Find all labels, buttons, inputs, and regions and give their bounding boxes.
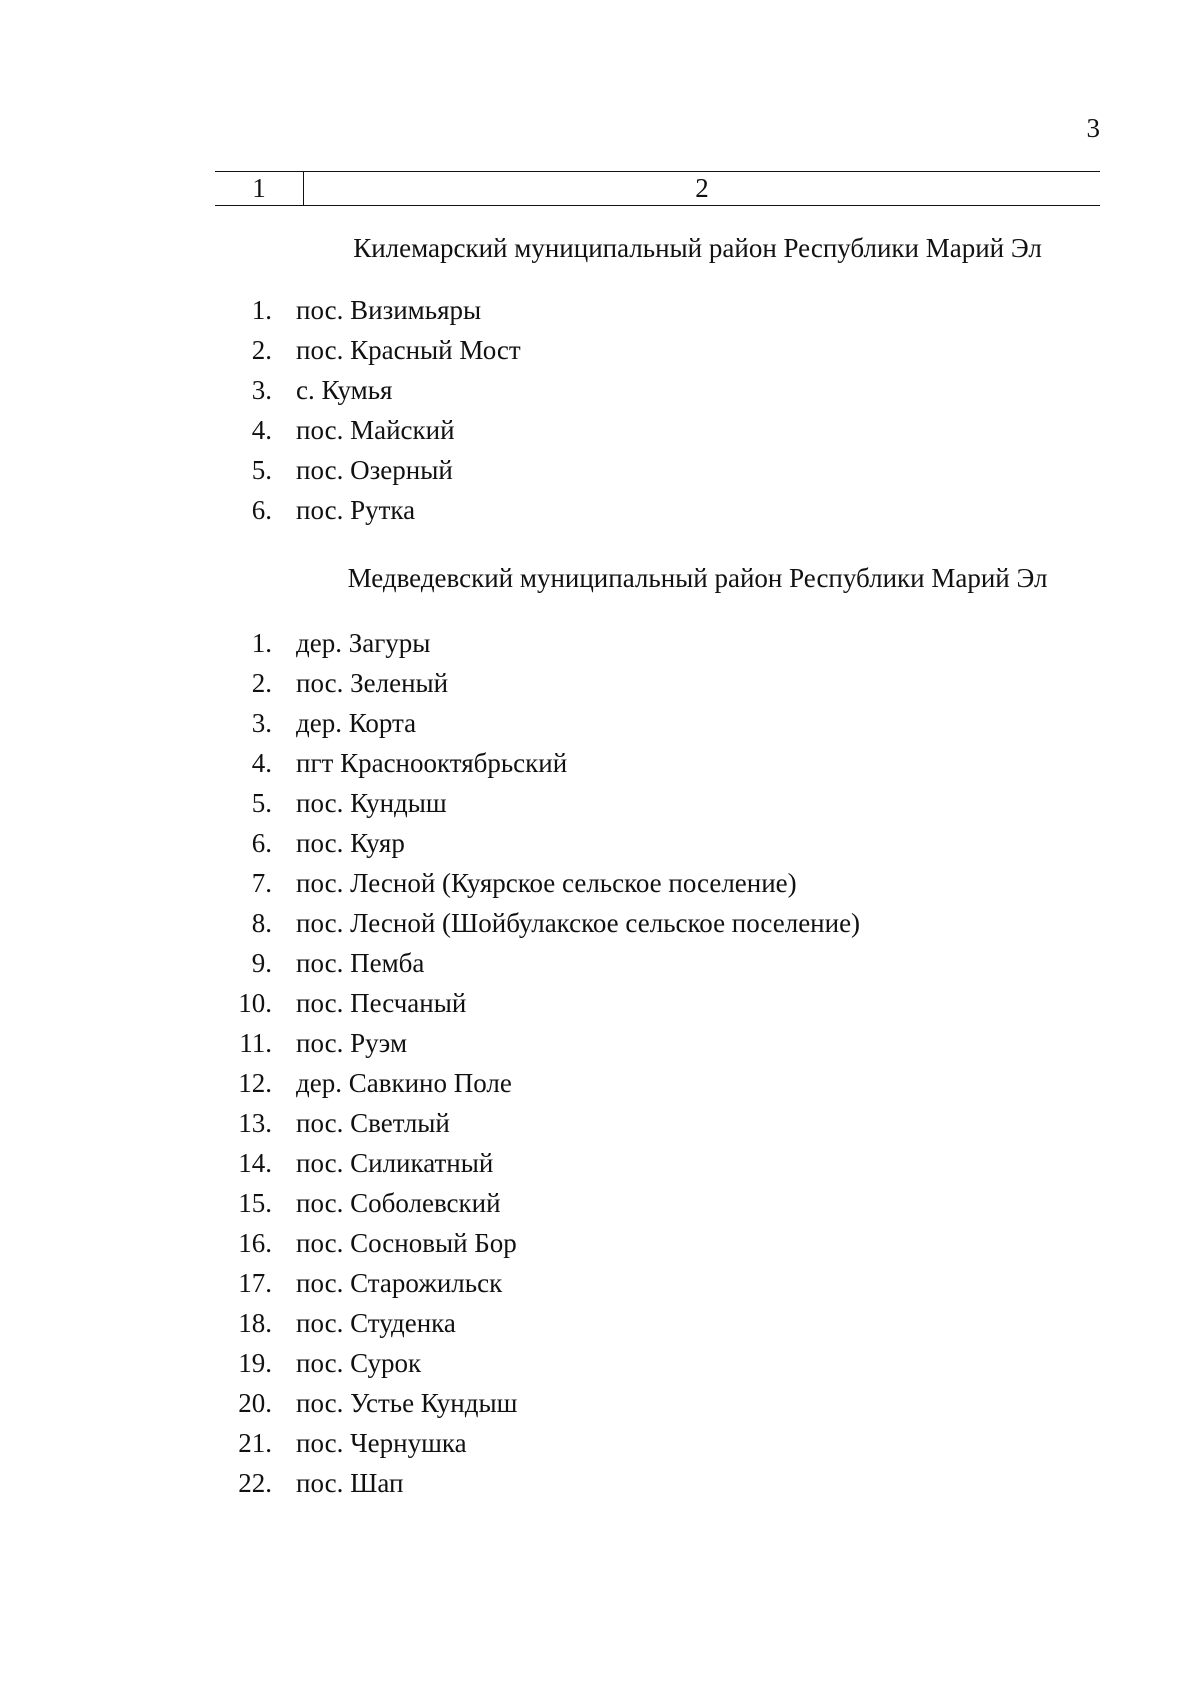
settlement-name: пос. Лесной (Куярское сельское поселение) (296, 867, 797, 898)
settlement-name: пос. Устье Кундыш (296, 1387, 518, 1418)
settlement-name: пос. Песчаный (296, 987, 467, 1018)
list-item (215, 330, 1100, 370)
page-number: 3 (1086, 113, 1100, 143)
item-number: 13. (238, 1107, 272, 1138)
item-number: 4. (251, 747, 272, 778)
settlement-list-medvedevsky (215, 623, 1100, 1503)
item-number: 7. (251, 867, 272, 898)
list-item (215, 1063, 1100, 1103)
item-number: 11. (239, 1027, 272, 1058)
list-item (215, 1143, 1100, 1183)
list-item (215, 663, 1100, 703)
item-number: 17. (238, 1267, 272, 1298)
item-number: 4. (251, 414, 272, 445)
item-number: 16. (238, 1227, 272, 1258)
settlement-name: пос. Студенка (296, 1307, 456, 1338)
settlement-name: пгт Краснооктябрьский (296, 747, 568, 778)
settlement-name: пос. Чернушка (296, 1427, 467, 1458)
settlement-name: пос. Зеленый (296, 667, 449, 698)
settlement-name: дер. Савкино Поле (296, 1067, 512, 1098)
list-item (215, 943, 1100, 983)
settlement-name: с. Кумья (296, 374, 393, 405)
list-item (215, 1303, 1100, 1343)
settlement-name: пос. Куяр (296, 827, 405, 858)
column-header-2: 2 (695, 173, 709, 203)
item-number: 21. (238, 1427, 272, 1458)
section-title-kilemarsky: Килемарский муниципальный район Республики Марий Эл (353, 233, 1042, 263)
item-number: 5. (251, 454, 272, 485)
list-item (215, 1103, 1100, 1143)
item-number: 10. (238, 987, 272, 1018)
section-title-medvedevsky: Медведевский муниципальный район Республики Марий Эл (347, 563, 1048, 593)
item-number: 12. (238, 1067, 272, 1098)
item-number: 9. (251, 947, 272, 978)
settlement-name: пос. Силикатный (296, 1147, 494, 1178)
settlement-name: пос. Лесной (Шойбулакское сельское поселение) (296, 907, 861, 938)
list-item (215, 490, 1100, 530)
item-number: 3. (251, 374, 272, 405)
item-number: 15. (238, 1187, 272, 1218)
settlement-list-kilemarsky (215, 290, 1100, 530)
settlement-name: пос. Визимьяры (296, 294, 482, 325)
list-item (215, 1423, 1100, 1463)
list-item (215, 410, 1100, 450)
item-number: 1. (251, 294, 272, 325)
item-number: 5. (251, 787, 272, 818)
item-number: 6. (251, 827, 272, 858)
item-number: 20. (238, 1387, 272, 1418)
settlement-name: пос. Сурок (296, 1347, 422, 1378)
list-item (215, 1383, 1100, 1423)
list-item (215, 1023, 1100, 1063)
list-item (215, 1463, 1100, 1503)
settlement-name: пос. Кундыш (296, 787, 447, 818)
settlement-name: дер. Корта (296, 707, 417, 738)
settlement-name: пос. Соболевский (296, 1187, 501, 1218)
list-item (215, 370, 1100, 410)
item-number: 2. (251, 334, 272, 365)
list-item (215, 1183, 1100, 1223)
settlement-name: дер. Загуры (296, 627, 431, 658)
column-header-1: 1 (215, 172, 304, 205)
item-number: 19. (238, 1347, 272, 1378)
list-item (215, 823, 1100, 863)
list-item (215, 983, 1100, 1023)
settlement-name: пос. Красный Мост (296, 334, 521, 365)
list-item (215, 1343, 1100, 1383)
item-number: 18. (238, 1307, 272, 1338)
list-item (215, 783, 1100, 823)
settlement-name: пос. Старожильск (296, 1267, 503, 1298)
item-number: 3. (251, 707, 272, 738)
item-number: 14. (238, 1147, 272, 1178)
settlement-name: пос. Рутка (296, 494, 416, 525)
list-item (215, 903, 1100, 943)
item-number: 8. (251, 907, 272, 938)
item-number: 6. (251, 494, 272, 525)
list-item (215, 290, 1100, 330)
list-item (215, 623, 1100, 663)
settlement-name: пос. Сосновый Бор (296, 1227, 517, 1258)
list-item (215, 450, 1100, 490)
list-item (215, 703, 1100, 743)
item-number: 22. (238, 1467, 272, 1498)
list-item (215, 1223, 1100, 1263)
settlement-name: пос. Руэм (296, 1027, 408, 1058)
list-item (215, 1263, 1100, 1303)
settlement-name: пос. Шап (296, 1467, 404, 1498)
list-item (215, 863, 1100, 903)
settlement-name: пос. Майский (296, 414, 455, 445)
item-number: 1. (251, 627, 272, 658)
settlement-name: пос. Озерный (296, 454, 453, 485)
settlement-name: пос. Пемба (296, 947, 425, 978)
table-header (215, 171, 1100, 206)
list-item (215, 743, 1100, 783)
item-number: 2. (251, 667, 272, 698)
settlement-name: пос. Светлый (296, 1107, 450, 1138)
